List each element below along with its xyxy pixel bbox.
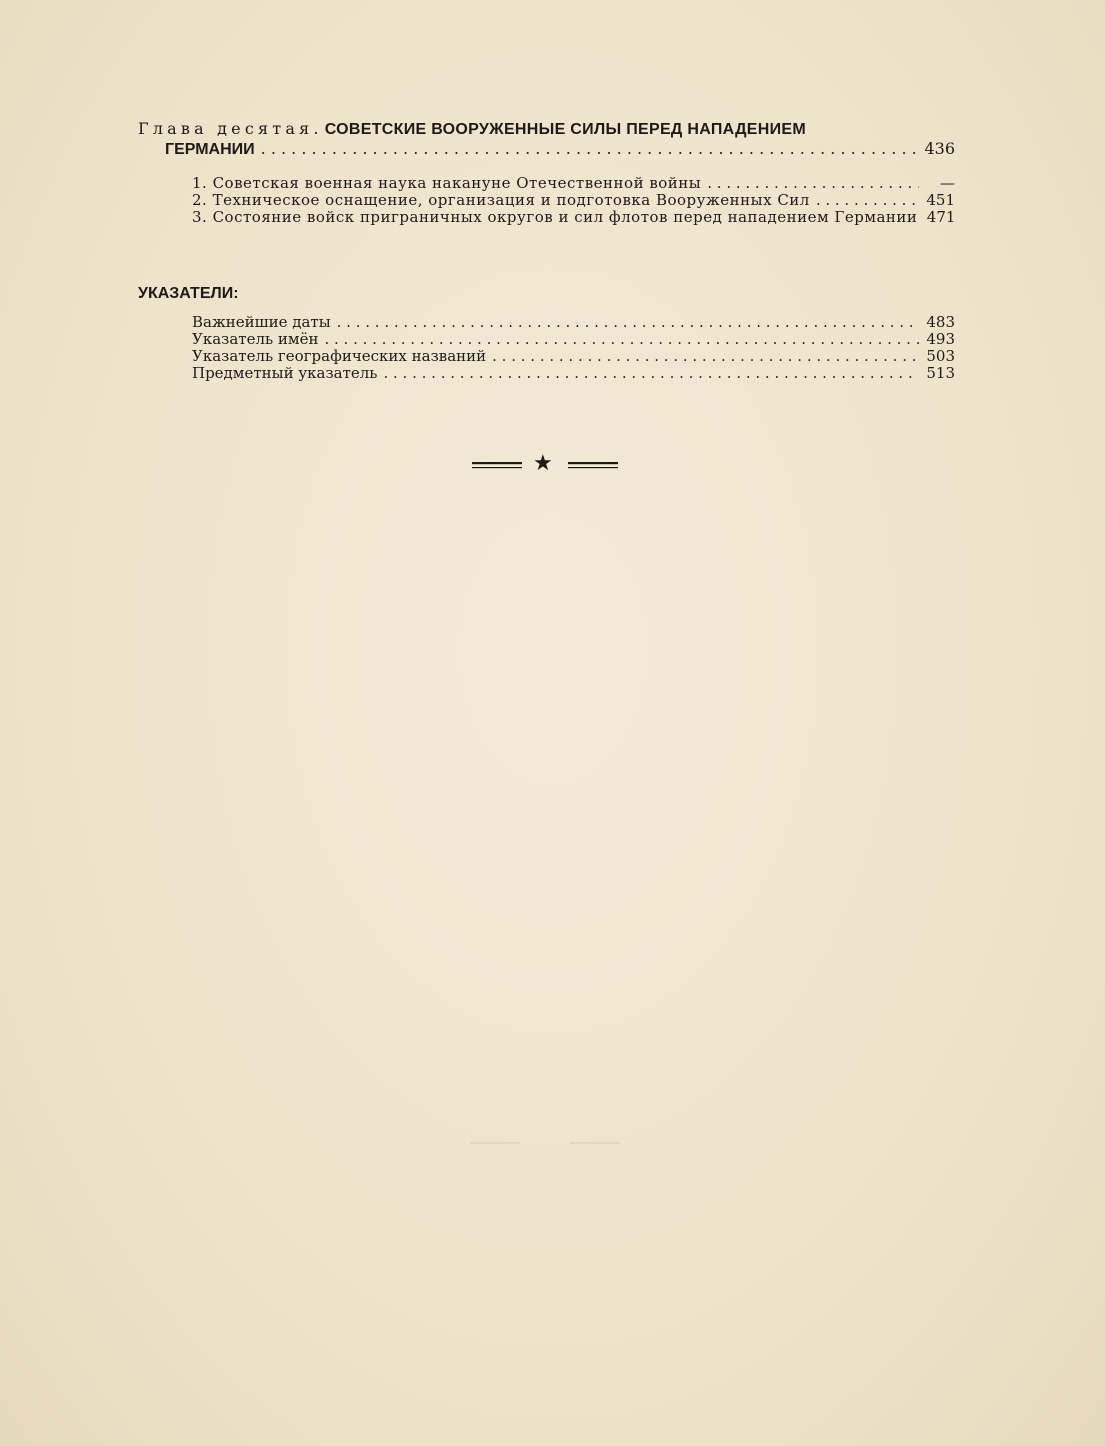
toc-entry-index xyxy=(192,313,955,331)
index-label: Предметный указатель xyxy=(192,364,378,382)
section-label: 2. Техническое оснащение, организация и подготовка Вооруженных Сил xyxy=(192,191,810,209)
section-page-number: 471 xyxy=(926,208,956,226)
section-label: 3. Состояние войск приграничных округов и сил флотов перед нападением Германии xyxy=(192,208,918,226)
index-page-number: 483 xyxy=(926,313,955,331)
bleed-rule xyxy=(570,1142,620,1144)
index-page-number: 493 xyxy=(926,330,955,348)
chapter-title: СОВЕТСКИЕ ВООРУЖЕННЫЕ СИЛЫ ПЕРЕД НАПАДЕНИЕМ xyxy=(324,121,807,138)
toc-entry-index xyxy=(192,347,955,365)
dot-leader xyxy=(261,139,919,159)
dot-leader xyxy=(337,313,919,331)
section-page-number: — xyxy=(940,174,955,192)
dot-leader xyxy=(707,174,919,192)
toc-entry-index xyxy=(192,330,955,348)
toc-entry-section-2 xyxy=(192,191,955,209)
chapter-heading xyxy=(138,119,806,140)
dot-leader xyxy=(383,364,919,382)
index-label: Важнейшие даты xyxy=(192,313,331,331)
dot-leader xyxy=(492,347,919,365)
chapter-heading-continuation xyxy=(165,139,955,160)
chapter-prefix: Глава десятая. xyxy=(138,119,323,138)
toc-entry-section-1 xyxy=(192,174,955,192)
toc-entry-index xyxy=(192,364,955,382)
bleed-rule xyxy=(470,1142,520,1144)
index-page-number: 503 xyxy=(926,347,955,365)
index-label: Указатель географических названий xyxy=(192,347,487,365)
section-label: 1. Советская военная наука накануне Отечественной войны xyxy=(192,174,702,192)
chapter-title-continuation: ГЕРМАНИИ xyxy=(165,141,255,158)
index-label: Указатель имён xyxy=(192,330,319,348)
dot-leader xyxy=(816,191,919,209)
star-ornament xyxy=(470,451,620,476)
star-icon: ★ xyxy=(533,451,553,476)
chapter-page-number: 436 xyxy=(924,139,955,158)
indexes-heading: УКАЗАТЕЛИ: xyxy=(138,285,239,302)
index-page-number: 513 xyxy=(926,364,955,382)
dot-leader xyxy=(324,330,919,348)
toc-entry-section-3 xyxy=(192,208,955,226)
section-page-number: 451 xyxy=(926,191,955,209)
